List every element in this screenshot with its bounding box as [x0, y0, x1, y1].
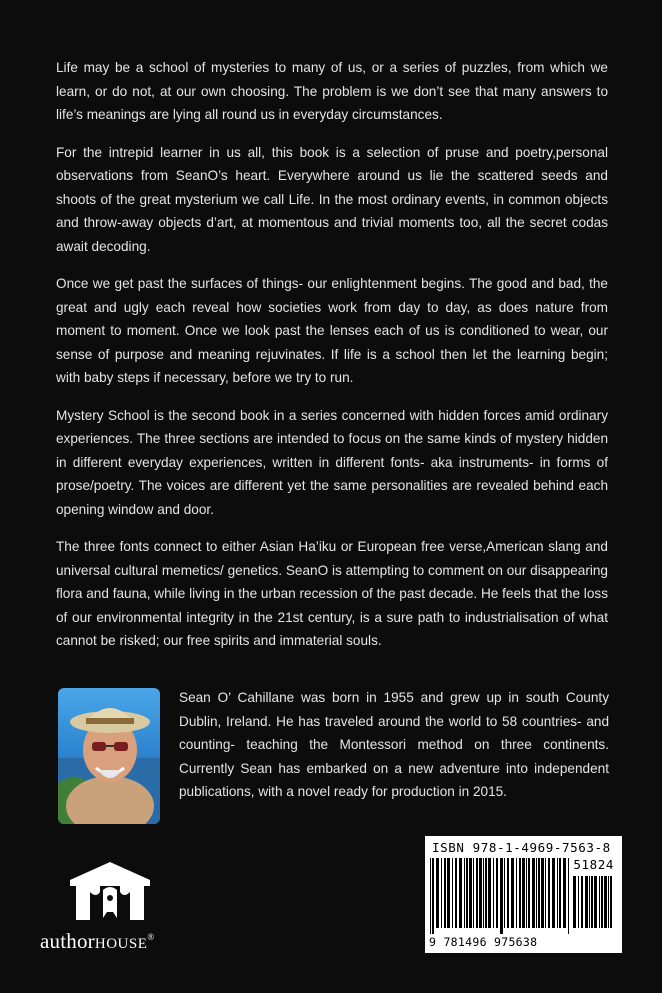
registered-mark: ® [147, 932, 155, 942]
author-photo [58, 688, 160, 824]
blurb-paragraph: The three fonts connect to either Asian Ha’iku or European free verse,American slang and universal cultural memetics/ genetics. SeanO is attempting to comment on our disappearing flora and fauna, while living in the urban recession of the past decade. He feels that the loss of our environmental integrity in the 21st century, is a sure path to industrialisation of what cannot be risked; our free spirits and immaterial souls. [56, 539, 608, 648]
barcode-bar [594, 876, 597, 928]
publisher-wordmark [40, 929, 200, 954]
barcode-bar [528, 858, 530, 928]
barcode-bars [430, 858, 570, 934]
author-portrait-illustration [58, 688, 160, 824]
barcode-bar [559, 858, 561, 928]
barcode-bar [488, 858, 491, 928]
barcode-bar [536, 858, 537, 928]
barcode-bar [532, 858, 535, 928]
isbn-barcode [425, 836, 622, 953]
barcode-bar [608, 876, 609, 928]
isbn-text: ISBN 978-1-4969-7563-8 [432, 840, 611, 855]
barcode-bar [585, 876, 588, 928]
barcode-bar [479, 858, 482, 928]
wordmark-house: HOUSE [94, 936, 148, 952]
barcode-bar [511, 858, 514, 928]
publisher-logo [40, 858, 190, 958]
barcode-bar [500, 858, 503, 934]
barcode-bar [545, 858, 546, 928]
price-code: 51824 [573, 857, 614, 872]
barcode-bar [483, 858, 484, 928]
barcode-bar [430, 858, 431, 934]
barcode-bar [516, 858, 517, 928]
barcode-bar [459, 858, 462, 928]
barcode-bar [436, 858, 439, 928]
barcode-bar [496, 858, 498, 928]
barcode-bar [473, 858, 474, 928]
barcode-bar [441, 858, 442, 928]
barcode-bar [485, 858, 487, 928]
barcode-bar [466, 858, 468, 928]
blurb-paragraph: For the intrepid learner in us all, this book is a selection of pruse and poetry,personal observations from SeanO’s heart. Everywhere around us lie the scattered seeds and shoots of the great mysterium we call Life. In the most ordinary events, in common objects and throw-away objects d’art, at momentous and trivial moments too, all the secret codas await decoding. [56, 144, 608, 254]
barcode-bar [599, 876, 600, 928]
barcode-bar [589, 876, 590, 928]
authorhouse-building-icon [66, 858, 154, 924]
barcode-bar [447, 858, 450, 928]
price-barcode-bars [573, 876, 615, 934]
barcode-bar [493, 858, 494, 928]
blurb-paragraph: Mystery School is the second book in a series concerned with hidden forces amid ordinary experiences. The three sections are intended to focus on the same kinds of mystery hidden in different everyday experiences, written in different fonts- aka instruments- in forms of prose/poetry. The voices are different yet the same personalities are revealed behind each opening window and door. [56, 407, 608, 517]
barcode-bar [568, 858, 569, 934]
barcode-bar [504, 858, 505, 928]
barcode-bar [455, 858, 457, 928]
barcode-bar [610, 876, 612, 928]
author-bio: Sean O’ Cahillane was born in 1955 and grew up in south County Dublin, Ireland. He has traveled around the world to 58 countries- and counting- teaching the Montessori method on three continents. Currently Sean has embarked on a new adventure into independent publications, with a novel ready for production in 2015. [179, 690, 609, 799]
blurb-paragraph: Once we get past the surfaces of things- our enlightenment begins. The good and bad, the great and ugly each reveal how societies work from day to day, as does nature from moment to moment. Once we look past the lenses each of us is conditioned to wear, our sense of purpose and meaning rejuvinates. If life is a school then let the learning begin; with baby steps if necessary, before we try to run. [56, 276, 608, 385]
back-cover-blurb [56, 56, 608, 667]
barcode-bar [522, 858, 525, 928]
barcode-bar [601, 876, 603, 928]
barcode-bar [519, 858, 521, 928]
barcode-bar [552, 858, 555, 928]
barcode-bar [526, 858, 527, 928]
barcode-bar [581, 876, 583, 928]
barcode-bar [541, 858, 544, 928]
barcode-bar [464, 858, 465, 928]
barcode-bar [548, 858, 550, 928]
barcode-bar [573, 876, 576, 928]
barcode-digits: 9 781496 975638 [429, 935, 538, 949]
barcode-bar [563, 858, 566, 928]
barcode-bar [476, 858, 478, 928]
blurb-paragraph: Life may be a school of mysteries to many of us, or a series of puzzles, from which we learn, or do not, at our own choosing. The problem is we don’t see that many answers to life’s meanings are lying all round us in everyday circumstances. [56, 60, 608, 122]
barcode-bar [591, 876, 593, 928]
barcode-bar [444, 858, 446, 928]
barcode-bar [578, 876, 579, 928]
barcode-bar [538, 858, 540, 928]
barcode-bar [432, 858, 434, 934]
barcode-bar [604, 876, 607, 928]
barcode-bar [452, 858, 453, 928]
barcode-bar [507, 858, 509, 928]
wordmark-author: author [40, 929, 95, 953]
barcode-bar [557, 858, 558, 928]
barcode-bar [469, 858, 472, 928]
